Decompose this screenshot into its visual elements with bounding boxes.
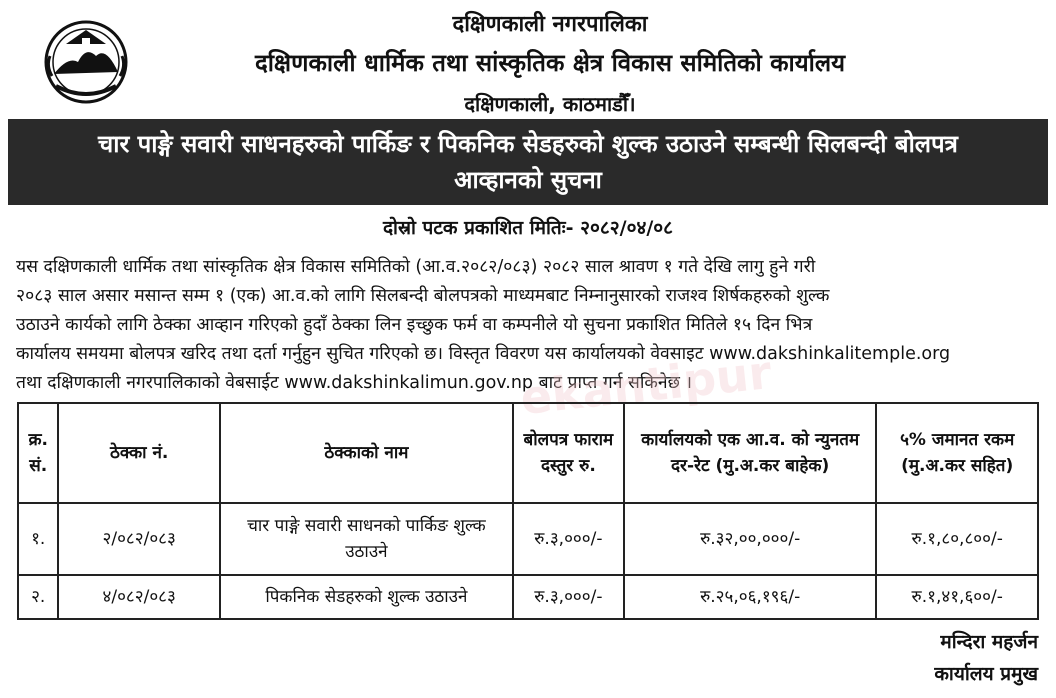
watermark: ekantipur	[517, 344, 774, 426]
col-header-contract-no: ठेक्का नं.	[58, 403, 220, 503]
cell-min-rate: रु.२५,०६,१९६/-	[624, 575, 876, 619]
cell-serial: २.	[18, 575, 58, 619]
body-line-5: तथा दक्षिणकाली नगरपालिकाको वेबसाईट www.dakshinkalimun.gov.np बाट प्राप्त गर्न सकिनेछ ।	[16, 373, 693, 393]
tender-table	[17, 402, 1039, 620]
cell-bid-bond: रु.१,८०,८००/-	[876, 503, 1038, 575]
col-header-contract-name: ठेक्काको नाम	[220, 403, 513, 503]
office-name: दक्षिणकाली धार्मिक तथा सांस्कृतिक क्षेत्र विकास समितिको कार्यालय	[254, 49, 846, 77]
table-header-row	[18, 403, 1038, 503]
notice-title-line2: आव्हानको सुचना	[454, 166, 602, 194]
cell-contract-no: २/०८२/०८३	[58, 503, 220, 575]
header	[0, 0, 1056, 116]
notice-title-line1: चार पाङ्गे सवारी साधनहरुको पार्किङ र पिकनिक सेडहरुको शुल्क उठाउने सम्बन्धी सिलबन्दी बोलपत्र	[98, 130, 958, 158]
body-line-3: उठाउने कार्यको लागि ठेक्का आव्हान गरिएको हुदाँ ठेक्का लिन इच्छुक फर्म वा कम्पनीले यो सुचना प्रकाशित मितिले १५ दिन भित्र	[16, 315, 813, 335]
cell-bid-bond: रु.१,४१,६००/-	[876, 575, 1038, 619]
col-header-serial: क्र. सं.	[18, 403, 58, 503]
municipality-name: दक्षिणकाली नगरपालिका	[452, 12, 648, 37]
cell-serial: १.	[18, 503, 58, 575]
body-line-2: २०८३ साल असार मसान्त सम्म १ (एक) आ.व.को लागि सिलबन्दी बोलपत्रको माध्यमबाट निम्नानुसारको राजश्व शिर्षकहरुको शुल्क	[16, 286, 830, 306]
table-row	[18, 503, 1038, 575]
cell-form-fee: रु.३,०००/-	[513, 503, 624, 575]
signatory-name: मन्दिरा महर्जन	[940, 631, 1038, 653]
notice-title-banner	[8, 119, 1048, 205]
table-row	[18, 575, 1038, 619]
government-emblem-icon	[38, 16, 134, 108]
cell-contract-no: ४/०८२/०८३	[58, 575, 220, 619]
cell-contract-name: चार पाङ्गे सवारी साधनको पार्किङ शुल्क उठाउने	[220, 503, 513, 575]
col-header-min-rate: कार्यालयको एक आ.व. को न्युनतम दर-रेट (मु.अ.कर बाहेक)	[624, 403, 876, 503]
cell-form-fee: रु.३,०००/-	[513, 575, 624, 619]
cell-min-rate: रु.३२,००,०००/-	[624, 503, 876, 575]
signatory-title: कार्यालय प्रमुख	[934, 663, 1038, 685]
col-header-bid-bond: ५% जमानत रकम (मु.अ.कर सहित)	[876, 403, 1038, 503]
col-header-form-fee: बोलपत्र फाराम दस्तुर रु.	[513, 403, 624, 503]
body-line-1: यस दक्षिणकाली धार्मिक तथा सांस्कृतिक क्षेत्र विकास समितिको (आ.व.२०८२/०८३) २०८२ साल श्रावण १ गते देखि लागु हुने गरी	[16, 257, 816, 277]
published-date: दोस्रो पटक प्रकाशित मितिः- २०८२/०४/०८	[382, 217, 674, 239]
body-line-4: कार्यालय समयमा बोलपत्र खरिद तथा दर्ता गर्नुहुन सुचित गरिएको छ। विस्तृत विवरण यस कार्यालयको वेवसाइट www.dakshinkalitemple.org	[16, 344, 951, 364]
office-address: दक्षिणकाली, काठमाडौँ।	[464, 92, 636, 116]
cell-contract-name: पिकनिक सेडहरुको शुल्क उठाउने	[220, 575, 513, 619]
